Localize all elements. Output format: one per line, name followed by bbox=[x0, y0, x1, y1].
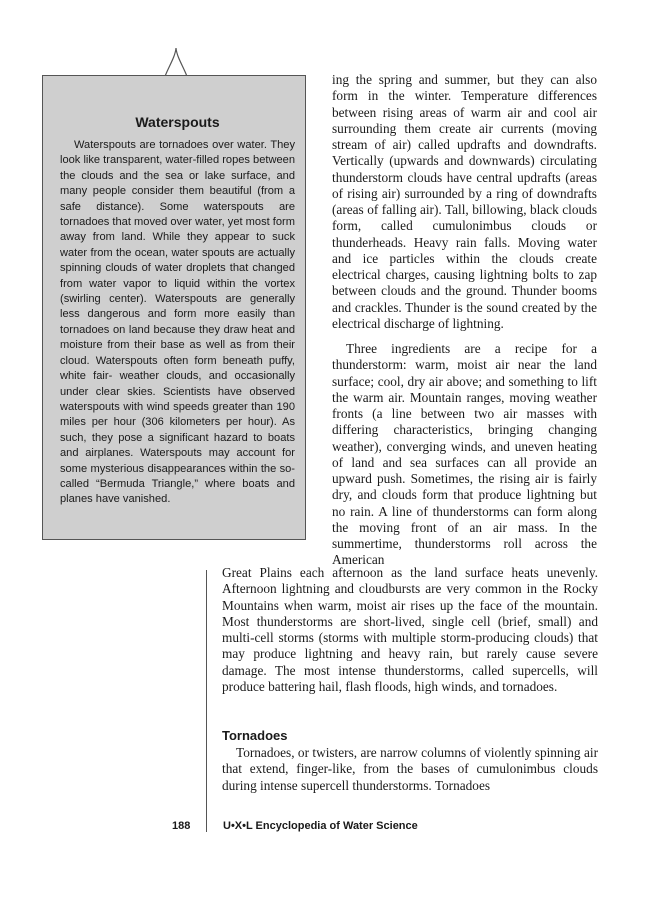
paragraph-three-ingredients: Three ingredients are a recipe for a thunderstorm: warm, moist air near the land surface; cool, dry air above; and something to lift the warm air. Mountain ranges, moving weather fronts (a line between two air masses with differing characteristics, bringing changing weather), converging winds, and uneven heating of land and sea surfaces can all provide an upward push. Sometimes, the rising air is fairly dry, and clouds form that produce lightning but no rain. A line of thunderstorms can form along the moving front of an air mass. In the summertime, thunderstorms roll across the American bbox=[332, 341, 597, 568]
paragraph-tornadoes: Tornadoes, or twisters, are narrow columns of violently spinning air that extend, finger-like, from the bases of cumulonimbus clouds during intense supercell thunderstorms. Tornadoes bbox=[222, 745, 598, 793]
page-number: 188 bbox=[172, 820, 191, 832]
tornadoes-section bbox=[222, 745, 598, 794]
main-column-lower bbox=[222, 565, 598, 695]
book-title: U•X•L Encyclopedia of Water Science bbox=[223, 820, 418, 832]
sidebar-text: Waterspouts are tornadoes over water. They look like transparent, water-filled ropes between the clouds and the sea or lake surface, and many people consider them beautiful (from a safe distance). Some waterspouts are tornadoes that moved over water, yet most form away from land. While they appear to suck water from the ocean, water spouts are actually spinning clouds of water droplets that changed from water vapor to liquid within the vortex (swirling center). Waterspouts are generally less dangerous and form more easily than tornadoes on land because they draw heat and moisture from their base as well as from their cloud. Waterspouts often form beneath puffy, white fair- weather clouds, and occasionally under clear skies. Scientists have observed waterspouts with wind speeds greater than 190 miles per hour (306 kilometers per hour). As such, they pose a significant hazard to boats and airplanes. Waterspouts may account for some mysterious disappearances within the so-called “Bermuda Triangle,” where boats and planes have vanished. bbox=[60, 139, 295, 506]
margin-rule bbox=[206, 570, 207, 832]
main-column-upper bbox=[332, 72, 597, 569]
waterspouts-sidebar bbox=[42, 75, 306, 540]
section-heading-tornadoes: Tornadoes bbox=[222, 728, 288, 743]
sidebar-title: Waterspouts bbox=[135, 114, 220, 130]
paragraph-great-plains: Great Plains each afternoon as the land surface heats unevenly. Afternoon lightning and cloudbursts are very common in the Rocky Mountains when warm, moist air rises up the face of the mountain. Most thunderstorms are short-lived, single cell (brief, small) and multi-cell storms (storms with multiple storm-producing clouds) that may produce lightning and heavy rain, but rarely cause severe damage. The most intense thunderstorms, called supercells, will produce battering hail, flash floods, high winds, and tornadoes. bbox=[222, 565, 598, 694]
paragraph-thunderstorm-formation: ing the spring and summer, but they can also form in the winter. Temperature differences between rising areas of warm air and cool air surrounding them create air currents (moving stream of air) called updrafts and downdrafts. Vertically (upwards and downwards) circulating thunderstorm clouds have central updrafts (areas of rising air) surrounded by a ring of downdrafts (areas of falling air). Tall, billowing, black clouds form, called cumulonimbus clouds or thunderheads. Heavy rain falls. Moving water and ice particles within the clouds create electrical charges, causing lightning bolts to zap between clouds and the ground. Thunder booms and crackles. Thunder is the sound created by the electrical discharge of lightning. bbox=[332, 72, 597, 331]
